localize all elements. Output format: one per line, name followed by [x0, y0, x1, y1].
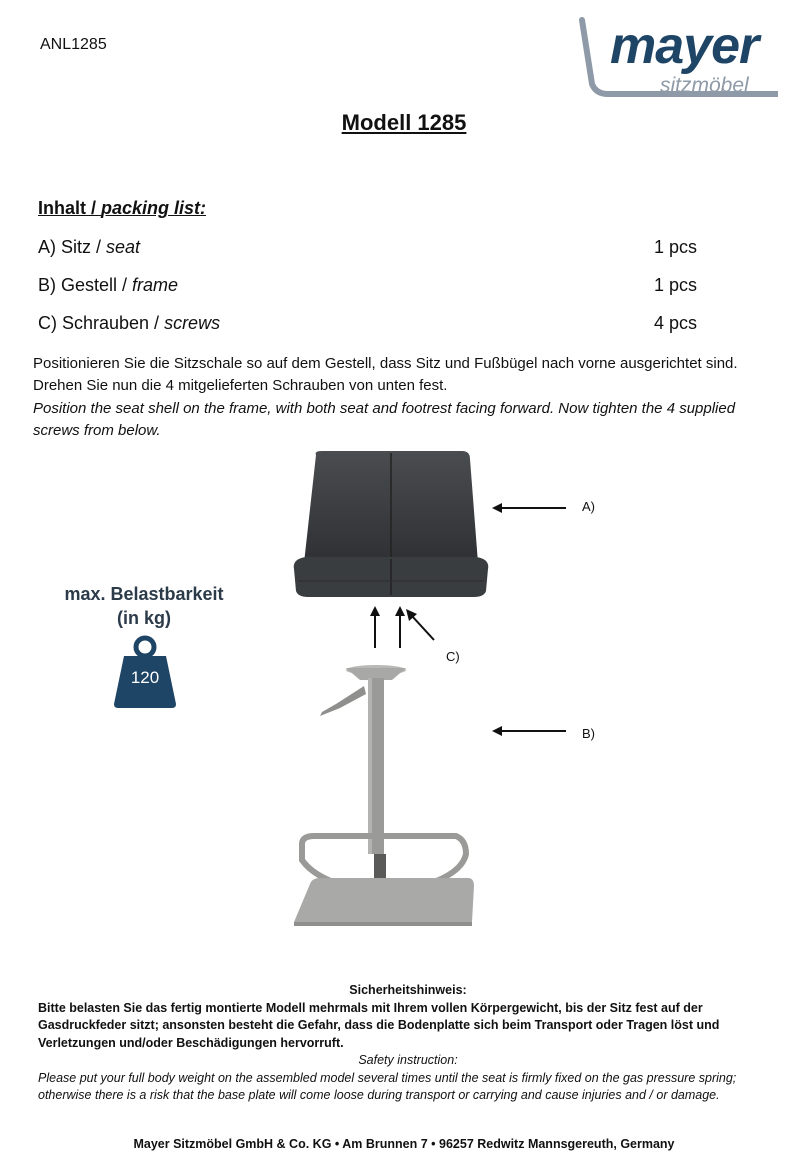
- packing-item-qty: 1 pcs: [654, 237, 698, 257]
- instructions-de: Positionieren Sie die Sitzschale so auf dem Gestell, dass Sitz und Fußbügel nach vorne ausgerichtet sind. Drehen Sie nun die 4 mitgelieferten Schrauben von unten fest.: [33, 355, 738, 394]
- packing-item-seat: A) Sitz / seat 1 pcs: [38, 237, 698, 257]
- safety-text-en: Please put your full body weight on the assembled model several times until the seat is firmly fixed on the gas pressure spring; otherwise there is a risk that the base plate will come loose during transport or carrying and cause injuries and / or damage.: [38, 1070, 737, 1102]
- arrow-left-icon: [490, 500, 570, 516]
- capacity-title: max. Belastbarkeit (in kg): [64, 584, 224, 628]
- safety-heading-de: Sicherheitshinweis:: [349, 983, 467, 997]
- page-title: Modell 1285: [341, 110, 467, 135]
- packing-item-qty: 1 pcs: [654, 275, 698, 295]
- document-code: ANL1285: [40, 36, 107, 53]
- packing-item-screws: C) Schrauben / screws 4 pcs: [38, 313, 698, 333]
- packing-list-heading: Inhalt / packing list:: [38, 198, 207, 218]
- screw-arrows-icon: [362, 604, 442, 650]
- packing-item-qty: 4 pcs: [654, 313, 698, 333]
- safety-heading-en: Safety instruction:: [358, 1053, 458, 1067]
- capacity-value: 120: [130, 668, 160, 687]
- logo-brand: mayer: [610, 17, 759, 75]
- callout-c: C): [446, 649, 460, 664]
- callout-a: A): [582, 499, 595, 514]
- packing-item-frame: B) Gestell / frame 1 pcs: [38, 275, 698, 295]
- mayer-logo: [578, 16, 778, 100]
- arrow-left-icon: [490, 723, 570, 739]
- instructions-en: Position the seat shell on the frame, with both seat and footrest facing forward. Now tighten the 4 supplied screws from below.: [33, 400, 736, 439]
- footer-address: Mayer Sitzmöbel GmbH & Co. KG • Am Brunnen 7 • 96257 Redwitz Mannsgereuth, Germany: [133, 1137, 675, 1151]
- logo-subtitle: sitzmöbel: [660, 74, 749, 97]
- safety-section: [38, 982, 778, 1105]
- seat-illustration: [280, 445, 500, 605]
- safety-text-de: Bitte belasten Sie das fertig montierte Modell mehrmals mit Ihrem vollen Körpergewicht, bis der Sitz fest auf der Gasdruckfeder sitzt; ansonsten besteht die Gefahr, dass die Bodenplatte sich beim Transport oder Tragen löst und Verletzungen und/oder Beschädigungen hervorruft.: [38, 1000, 720, 1050]
- callout-b: B): [582, 726, 595, 741]
